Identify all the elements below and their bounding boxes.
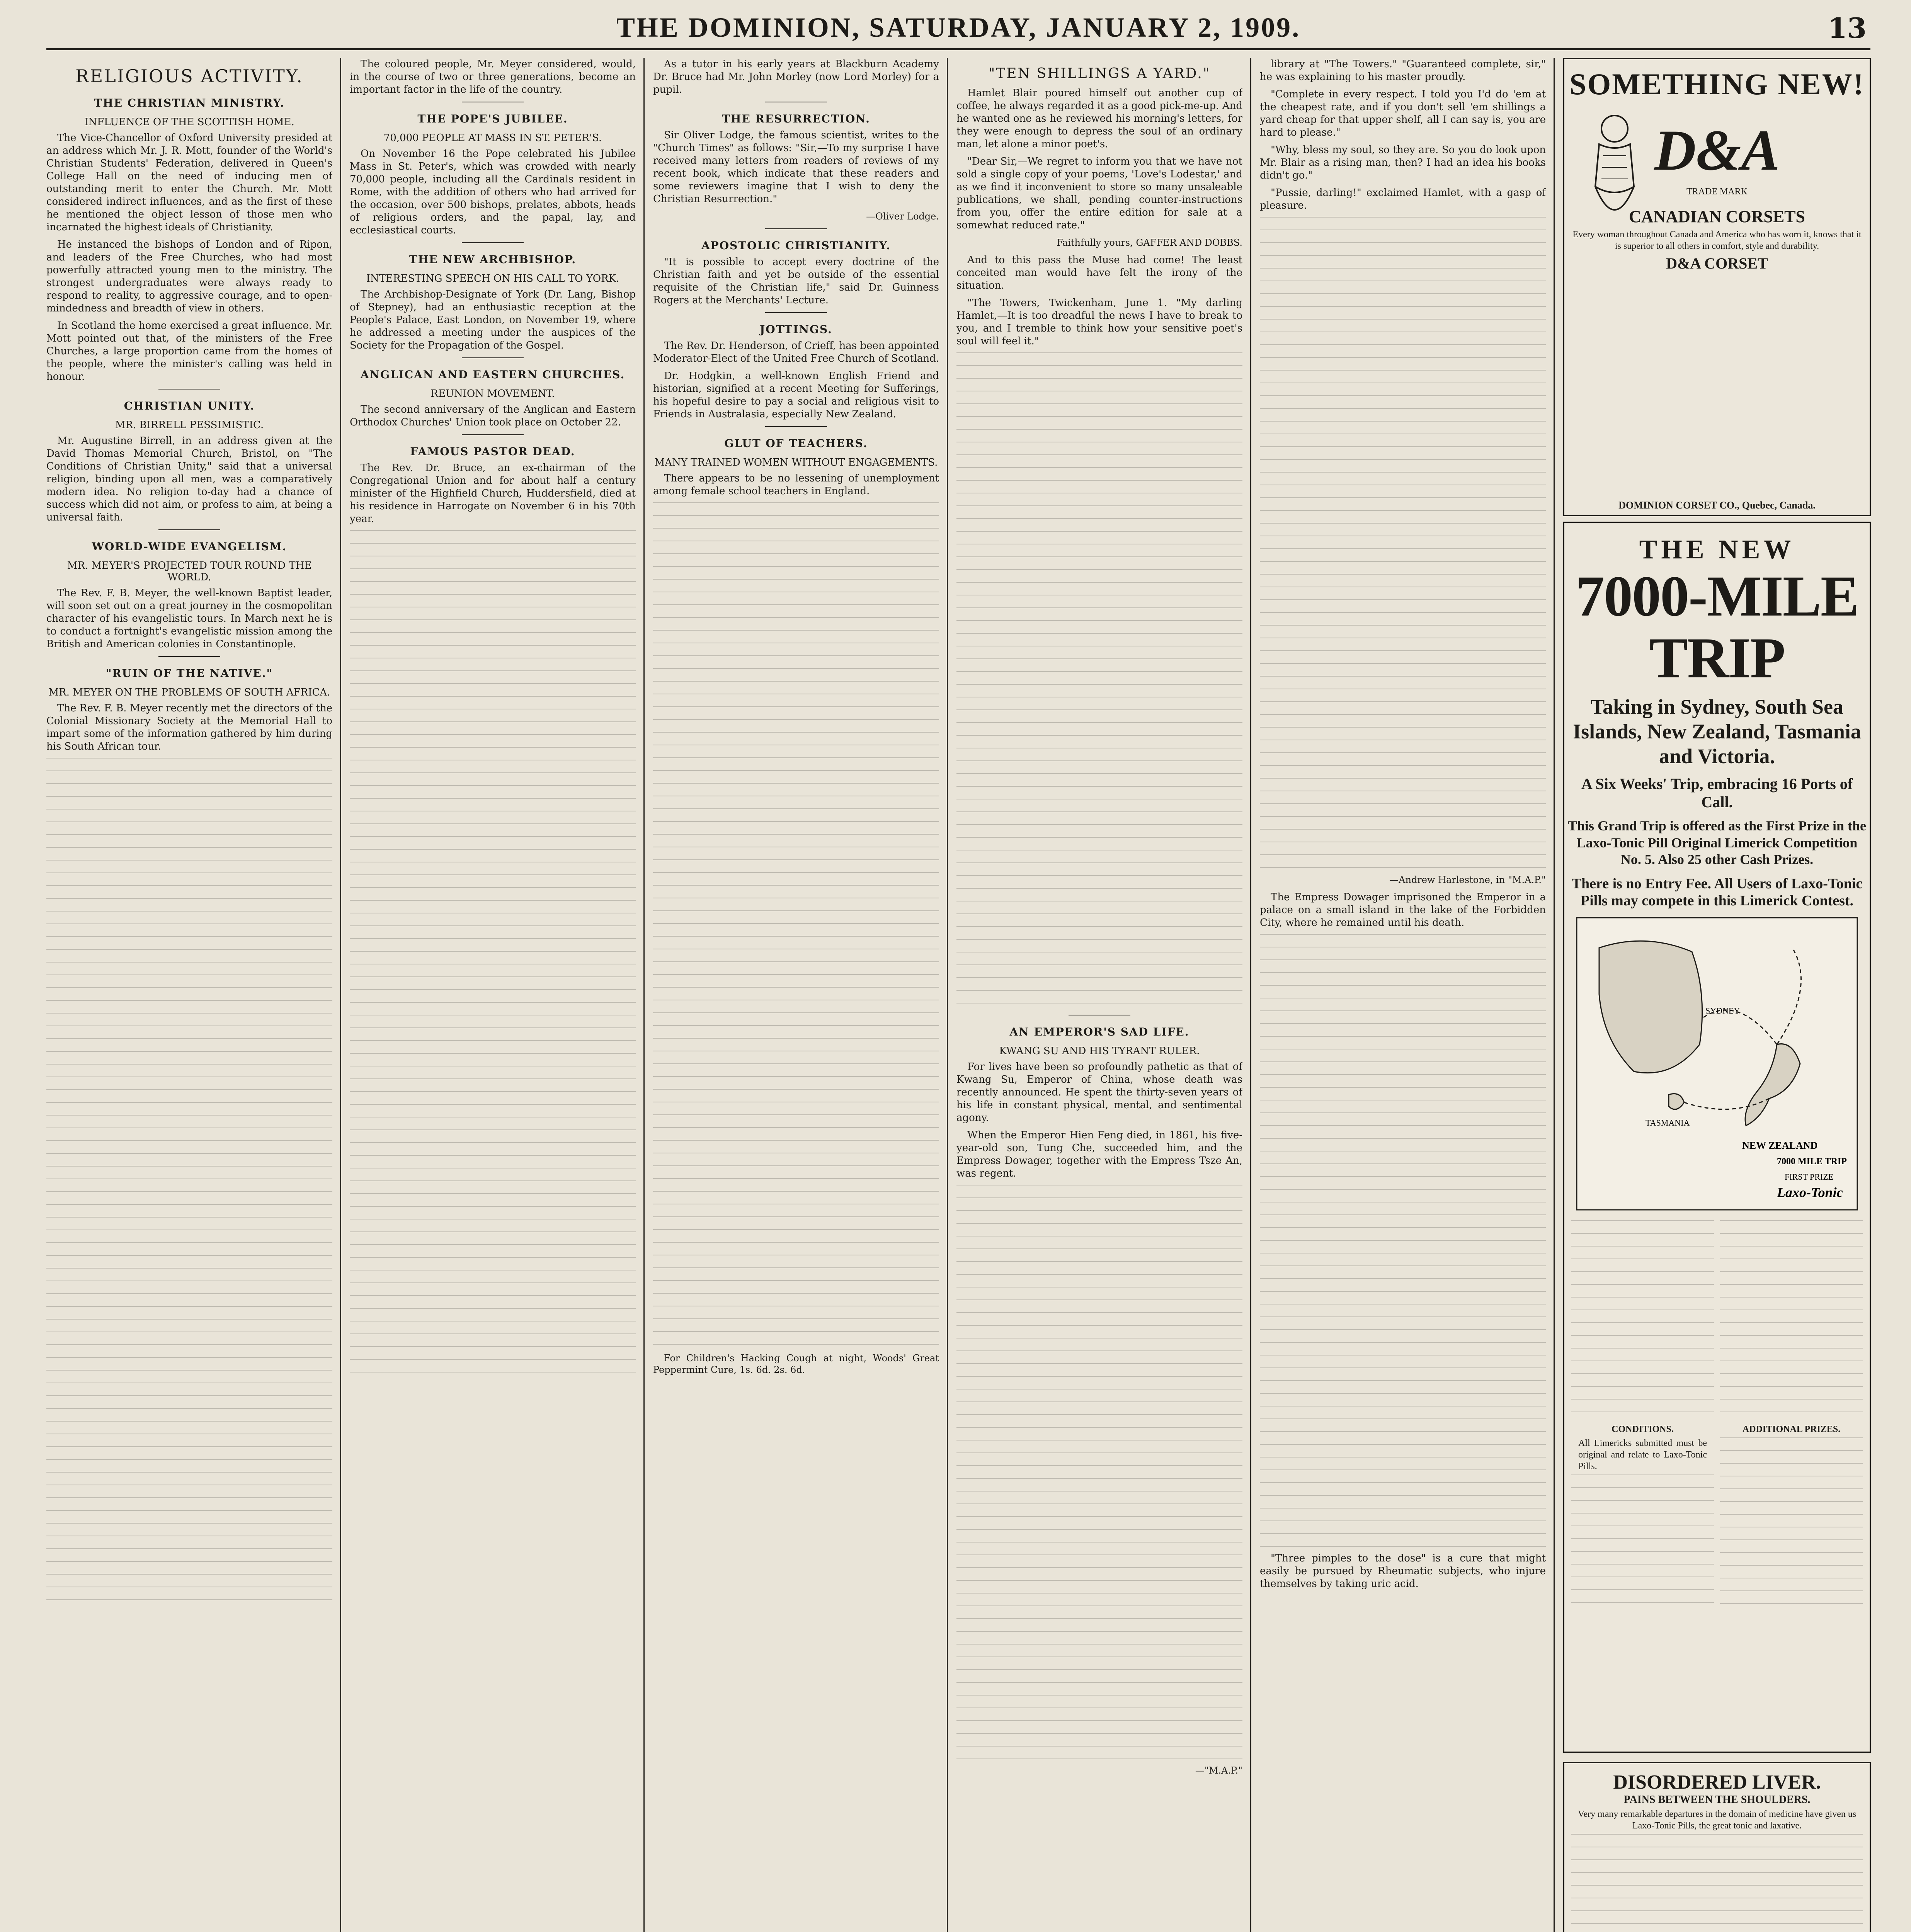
article-headline: JOTTINGS. bbox=[760, 323, 832, 336]
advert-offer: No. 5. Also 25 other Cash Prizes. bbox=[1620, 852, 1814, 867]
article-paragraph: Mr. Augustine Birrell, in an address given at the David Thomas Memorial Church, Bristol, on "The Conditions of Christian Unity," said that a universal religion, binding upon all men, was a comparatively modern idea. No religion to-day had a chance of success which did not aim, or profess to aim, at being a universal faith. bbox=[46, 435, 332, 523]
story-paragraph: "The Towers, Twickenham, June 1. "My darling Hamlet,—It is too dreadful the news I have to break to you, and I tremble to think how your sensitive poet's soul will feel it." bbox=[956, 297, 1242, 347]
article-paragraph: The second anniversary of the Anglican and Eastern Orthodox Churches' Union took place on October 22. bbox=[350, 404, 636, 428]
article-paragraph: Dr. Hodgkin, a well-known English Friend and historian, signified at a recent Meeting for Sufferings, his hopeful desire to pay a social and religious visit to Friends in Australasia, especially New Zealand. bbox=[653, 370, 939, 420]
article-signature: —"M.A.P." bbox=[1195, 1765, 1242, 1776]
story-paragraph: And to this pass the Muse had come! The least conceited man would have felt the irony of the situation. bbox=[956, 254, 1242, 291]
advert-corsets bbox=[1563, 58, 1871, 516]
body-text-lines bbox=[956, 352, 1242, 1009]
divider bbox=[462, 434, 524, 435]
advert-trip bbox=[1563, 522, 1871, 1753]
advert-body: Very many remarkable departures in the domain of medicine have given us Laxo-Tonic Pills, the great tonic and laxative. bbox=[1577, 1809, 1857, 1831]
column-divider bbox=[1554, 58, 1555, 1932]
column-5 bbox=[1260, 58, 1546, 1932]
column-4 bbox=[956, 58, 1242, 1932]
body-text-lines bbox=[1571, 1834, 1863, 1932]
map-prize-label: FIRST PRIZE bbox=[1785, 1172, 1834, 1182]
article-paragraph: On November 16 the Pope celebrated his Jubilee Mass in St. Peter's, which was crowded with nearly 70,000 people, including all the Cardinals resident in Rome, with the addition of others who had arrived for the occasion, over 500 bishops, prelates, abbots, heads of religious orders, and the papal, lay, and ecclesiastical courts. bbox=[350, 148, 636, 236]
trip-fine-print bbox=[1571, 1220, 1863, 1614]
brand-logo: D&A bbox=[1654, 118, 1780, 182]
article-headline: "RUIN OF THE NATIVE." bbox=[106, 667, 273, 680]
body-text-lines bbox=[1260, 217, 1546, 874]
body-text-lines bbox=[1720, 1220, 1863, 1421]
masthead-rule bbox=[46, 48, 1870, 50]
article-paragraph: The Rev. F. B. Meyer, the well-known Baptist leader, will soon set out on a great journey in the cosmopolitan character of his evangelistic tours. In March next he is to conduct a fortnight's evangelistic mission among the British and American colonies in Constantinople. bbox=[46, 587, 332, 650]
divider bbox=[158, 529, 220, 530]
map-label-new-zealand: NEW ZEALAND bbox=[1742, 1140, 1818, 1151]
body-text-lines bbox=[1571, 1475, 1714, 1614]
story-signature: Faithfully yours, GAFFER AND DOBBS. bbox=[1056, 237, 1242, 248]
column-divider bbox=[1250, 58, 1251, 1932]
divider bbox=[765, 426, 827, 427]
story-title: "TEN SHILLINGS A YARD." bbox=[988, 66, 1211, 82]
body-text-lines bbox=[350, 530, 636, 1380]
trademark-label: TRADE MARK bbox=[1686, 187, 1748, 197]
article-paragraph: The Rev. F. B. Meyer recently met the directors of the Colonial Missionary Society at the Memorial Hall to impart some of the information gathered by him during his South African tour. bbox=[46, 702, 332, 752]
conditions-heading: CONDITIONS. bbox=[1612, 1424, 1674, 1434]
section-title: RELIGIOUS ACTIVITY. bbox=[75, 66, 303, 87]
route-map-illustration bbox=[1576, 917, 1858, 1211]
advert-subhead: A Six Weeks' Trip, embracing 16 Ports of Call. bbox=[1581, 775, 1853, 811]
trip-fine-print-left bbox=[1571, 1220, 1714, 1614]
body-text-lines bbox=[956, 1185, 1242, 1764]
map-label-tasmania: TASMANIA bbox=[1646, 1118, 1690, 1128]
advert-company: DOMINION CORSET CO., Quebec, Canada. bbox=[1618, 500, 1816, 511]
advert-headline: SOMETHING NEW! bbox=[1569, 67, 1865, 101]
map-brand-logo: Laxo-Tonic bbox=[1777, 1185, 1843, 1200]
article-signature: —Oliver Lodge. bbox=[866, 211, 939, 222]
advert-snippet: For Children's Hacking Cough at night, Woods' Great Peppermint Cure, 1s. 6d. 2s. 6d. bbox=[653, 1353, 939, 1375]
masthead bbox=[46, 12, 1870, 50]
body-text-lines bbox=[653, 502, 939, 1352]
column-2 bbox=[350, 58, 636, 1932]
divider bbox=[765, 228, 827, 229]
article-subhead: INFLUENCE OF THE SCOTTISH HOME. bbox=[84, 116, 294, 128]
article-paragraph: The Rev. Dr. Bruce, an ex-chairman of the Congregational Union and for about half a century minister of the Highfield Church, Huddersfield, died at his residence in Harrogate on November 6 in his 70th year. bbox=[350, 462, 636, 525]
divider bbox=[462, 242, 524, 243]
article-subhead: MANY TRAINED WOMEN WITHOUT ENGAGEMENTS. bbox=[654, 457, 938, 468]
story-paragraph: "Why, bless my soul, so they are. So you do look upon Mr. Blair as a rising man, then? I had an idea his books didn't go." bbox=[1260, 144, 1546, 181]
article-headline: GLUT OF TEACHERS. bbox=[724, 437, 868, 450]
article-paragraph: The Archbishop-Designate of York (Dr. Lang, Bishop of Stepney), had an enthusiastic reception at the People's Palace, East London, on November 19, where he addressed a meeting under the auspices of the Society for the Propagation of the Gospel. bbox=[350, 289, 636, 351]
article-headline: CHRISTIAN UNITY. bbox=[124, 400, 255, 412]
column-divider bbox=[643, 58, 645, 1932]
article-subhead: KWANG SU AND HIS TYRANT RULER. bbox=[999, 1045, 1200, 1057]
advert-offer: There is no Entry Fee. All Users of Laxo-Tonic Pills may compete in this Limerick Contest. bbox=[1571, 876, 1863, 909]
body-text-lines bbox=[46, 758, 332, 1608]
article-headline: THE NEW ARCHBISHOP. bbox=[409, 253, 577, 266]
article-subhead: MR. BIRRELL PESSIMISTIC. bbox=[115, 419, 264, 431]
conditions-text: All Limericks submitted must be original and relate to Laxo-Tonic Pills. bbox=[1578, 1438, 1707, 1471]
body-text-lines bbox=[1571, 1220, 1714, 1421]
advert-laxo-tonic bbox=[1563, 1762, 1871, 1932]
divider bbox=[158, 656, 220, 657]
body-text-lines bbox=[1260, 934, 1546, 1552]
story-signature: —Andrew Harlestone, in "M.A.P." bbox=[1389, 874, 1546, 885]
article-paragraph: Sir Oliver Lodge, the famous scientist, writes to the "Church Times" as follows: "Sir,—To my surprise I have received many letters from readers of reviews of my recent book, which indicate that these readers and some reviewers imagine that I wish to deny the Christian Resurrection." bbox=[653, 129, 939, 205]
column-1 bbox=[46, 58, 332, 1932]
story-paragraph: library at "The Towers." "Guaranteed complete, sir," he was explaining to his master proudly. bbox=[1260, 58, 1546, 83]
advert-brand: D&A CORSET bbox=[1666, 255, 1768, 272]
article-headline: APOSTOLIC CHRISTIANITY. bbox=[701, 239, 891, 252]
page-number: 13 bbox=[1828, 12, 1867, 44]
article-paragraph: As a tutor in his early years at Blackburn Academy Dr. Bruce had Mr. John Morley (now Lord Morley) for a pupil. bbox=[653, 58, 939, 95]
article-paragraph: "Three pimples to the dose" is a cure that might easily be pursued by Rheumatic subjects, who injure themselves by taking uric acid. bbox=[1260, 1553, 1546, 1590]
advert-offer: This Grand Trip is offered as the First Prize in the Laxo-Tonic Pill Original Limerick Competition bbox=[1568, 818, 1866, 850]
article-paragraph: There appears to be no lessening of unemployment among female school teachers in England. bbox=[653, 473, 939, 497]
divider bbox=[462, 357, 524, 358]
advert-kicker: THE NEW bbox=[1639, 535, 1795, 565]
article-paragraph: "It is possible to accept every doctrine of the Christian faith and yet be outside of the essential requisite of the Christian life," said Dr. Guinness Rogers at the Merchants' Lecture. bbox=[653, 256, 939, 306]
article-subhead: MR. MEYER'S PROJECTED TOUR ROUND THE WORLD. bbox=[67, 560, 312, 583]
article-paragraph: For lives have been so profoundly pathetic as that of Kwang Su, Emperor of China, whose death was recently announced. He spent the thirty-seven years of his life in constant physical, mental, and sentimental agony. bbox=[956, 1061, 1242, 1124]
article-headline: ANGLICAN AND EASTERN CHURCHES. bbox=[360, 368, 625, 381]
article-paragraph: The Empress Dowager imprisoned the Emperor in a palace on a small island in the lake of the Forbidden City, where he remained until his death. bbox=[1260, 891, 1546, 929]
article-subhead: INTERESTING SPEECH ON HIS CALL TO YORK. bbox=[366, 273, 619, 284]
trip-fine-print-right bbox=[1720, 1220, 1863, 1614]
story-paragraph: "Dear Sir,—We regret to inform you that we have not sold a single copy of your poems, 'Love's Lodestar,' and as we find it inconvenient to store so many unsaleable publications, we shall, pending counter-instructions from you, offer the entire edition for sale at a somewhat reduced rate." bbox=[956, 156, 1242, 231]
article-subhead: REUNION MOVEMENT. bbox=[431, 388, 555, 400]
map-label-sydney: SYDNEY bbox=[1705, 1006, 1740, 1015]
advert-headline: 7000-MILE TRIP bbox=[1576, 564, 1858, 690]
article-paragraph: The Vice-Chancellor of Oxford University presided at an address which Mr. J. R. Mott, founder of the World's Christian Students' Federation, delivered in Queen's College Hall on the need of inducing men of outstanding merit to enter the Church. Mr. Mott considered indirect influences, and as the first of these he mentioned the object lesson of those men who incarnated the highest ideals of Christianity. bbox=[46, 132, 332, 233]
advert-headline: DISORDERED LIVER. bbox=[1613, 1771, 1821, 1793]
column-divider bbox=[340, 58, 341, 1932]
article-paragraph: The Rev. Dr. Henderson, of Crieff, has been appointed Moderator-Elect of the United Free Church of Scotland. bbox=[653, 340, 939, 364]
advert-subhead: PAINS BETWEEN THE SHOULDERS. bbox=[1623, 1794, 1811, 1806]
masthead-title: THE DOMINION, SATURDAY, JANUARY 2, 1909. bbox=[616, 12, 1301, 43]
story-paragraph: "Pussie, darling!" exclaimed Hamlet, with a gasp of pleasure. bbox=[1260, 187, 1546, 211]
article-paragraph: In Scotland the home exercised a great influence. Mr. Mott pointed out that, of the ministers of the Free Churches, a large proportion came from the homes of the people, where the minister's calling was held in honour. bbox=[46, 320, 332, 383]
article-paragraph: He instanced the bishops of London and of Ripon, and leaders of the Free Churches, who had most powerfully attracted young men to the ministry. The strongest undergraduates were always ready to respond to reality, to aggressive courage, and to open-mindedness and breadth of view in others. bbox=[46, 239, 332, 314]
map-trip-label: 7000 MILE TRIP bbox=[1777, 1156, 1847, 1167]
article-headline: THE RESURRECTION. bbox=[722, 112, 870, 125]
article-subhead: MR. MEYER ON THE PROBLEMS OF SOUTH AFRICA. bbox=[48, 687, 330, 698]
article-paragraph: When the Emperor Hien Feng died, in 1861, his five-year-old son, Tung Che, succeeded him, and the Empress Dowager, together with the Empress Tsze An, was regent. bbox=[956, 1129, 1242, 1179]
advert-body: Every woman throughout Canada and America who has worn it, knows that it is superior to all others in comfort, style and durability. bbox=[1572, 230, 1862, 251]
article-headline: WORLD-WIDE EVANGELISM. bbox=[92, 540, 287, 553]
column-3 bbox=[653, 58, 939, 1932]
body-text-lines bbox=[1720, 1437, 1863, 1607]
advert-subhead: CANADIAN CORSETS bbox=[1629, 207, 1805, 226]
story-paragraph: Hamlet Blair poured himself out another cup of coffee, he always regarded it as a good pick-me-up. And he wanted one as he reviewed his morning's letters, for they were enough to depress the soul of an ordinary man, let alone a minor poet's. bbox=[956, 87, 1242, 150]
column-divider bbox=[947, 58, 948, 1932]
article-paragraph: The coloured people, Mr. Meyer considered, would, in the course of two or three generations, become an important factor in the life of the country. bbox=[350, 58, 636, 95]
corset-woman-illustration bbox=[1576, 109, 1653, 233]
prizes-heading: ADDITIONAL PRIZES. bbox=[1742, 1424, 1841, 1434]
story-paragraph: "Complete in every respect. I told you I'd do 'em at the cheapest rate, and if you don't sell 'em shillings a yard cheap for that upper shelf, all I can say is, you are hard to please." bbox=[1260, 88, 1546, 138]
article-headline: THE CHRISTIAN MINISTRY. bbox=[94, 97, 285, 109]
article-headline: AN EMPEROR'S SAD LIFE. bbox=[1009, 1026, 1189, 1038]
advert-subhead: Taking in Sydney, South Sea Islands, New Zealand, Tasmania and Victoria. bbox=[1573, 695, 1861, 768]
article-headline: THE POPE'S JUBILEE. bbox=[417, 112, 568, 125]
divider bbox=[765, 312, 827, 313]
article-subhead: 70,000 PEOPLE AT MASS IN ST. PETER'S. bbox=[383, 132, 602, 144]
article-headline: FAMOUS PASTOR DEAD. bbox=[410, 445, 575, 458]
route-map bbox=[1576, 917, 1858, 1213]
